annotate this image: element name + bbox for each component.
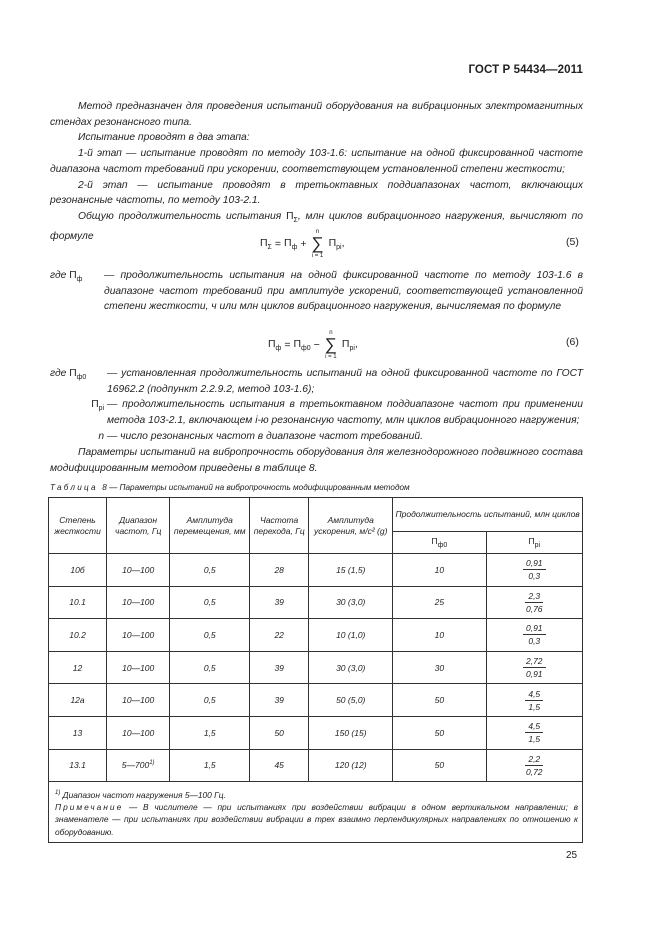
fraction: $\frac{2,72}{0,91}$ [523, 655, 546, 680]
fraction: $\frac{2,3}{0,76}$ [525, 590, 543, 614]
equation-number: (5) [566, 236, 579, 248]
header-p-pi: $П_{рi}$ [486, 532, 582, 554]
paragraph: Испытание проводят в два этапа: [78, 132, 250, 144]
closing-paragraph: Параметры испытаний на вибропрочность оборудования для железнодорожного подвижного состава модифицированным методом приведены в таблице 8. [50, 447, 583, 474]
table-notes [49, 782, 583, 843]
parameters-table [48, 497, 583, 843]
header-degree: Степень жесткости [49, 498, 107, 554]
table-row: 12 10—100 0,5 39 30 (3,0) 30 $\frac{2,72}{0,91}$ [49, 651, 583, 684]
symbol-label: $П_{рi}$ [91, 399, 105, 413]
definition-text: — число резонансных частот в диапазоне частот требований. [107, 430, 423, 442]
formula-6: $П_ф$ = $П_{ф0}$ − n ∑ i = 1 $П_{рi}$, [268, 330, 358, 360]
table-row: 13.1 5—700$^{1)}$ 1,5 45 120 (12) 50 $\frac{2,2}{0,72}$ [49, 749, 583, 782]
table-row: 10.2 10—100 0,5 22 10 (1,0) 10 $\frac{0,91}{0,3}$ [49, 619, 583, 652]
fraction: $\frac{4,5}{1,5}$ [525, 720, 543, 745]
header-freq: Частота перехода, Гц [250, 498, 309, 554]
fraction: $\frac{4,5}{1,5}$ [525, 688, 543, 713]
header-duration: Продолжительность испытаний, млн циклов [393, 498, 583, 532]
header-amplitude: Амплитуда перемещения, мм [170, 498, 250, 554]
sum-sign: n ∑ i = 1 [311, 229, 324, 259]
definitions-block-2 [50, 366, 583, 445]
symbol-label: n [98, 430, 105, 442]
fraction: $\frac{0,91}{0,3}$ [523, 557, 546, 582]
where-label: где $П_ф$ [50, 270, 83, 283]
paragraph-text: , млн циклов вибрационного нагружения, вычисляют по формуле [50, 210, 583, 242]
page-number: 25 [566, 850, 578, 861]
definition-text: — продолжительность испытания в третьоктавном поддиапазоне частот при применении метода 103-2.1, включающем i-ю резонансную частоту, млн циклов вибрационного нагружения; [107, 399, 583, 427]
header-accel: Амплитуда ускорения, м/с² (g) [309, 498, 393, 554]
equation-number: (6) [566, 336, 579, 348]
footnote-mark: 1) [149, 760, 155, 767]
footnote: $^{1)}$ Диапазон частот нагружения 5—100 Гц. [55, 789, 226, 800]
standard-code: ГОСТ Р 54434—2011 [468, 64, 583, 76]
formula-5: $П_\Sigma$ = $П_ф$ + n ∑ i = 1 $П_{рi}$, [260, 229, 345, 259]
paragraph: Метод предназначен для проведения испытаний оборудования на вибрационных электромагнитных стендах резонансного типа. [50, 101, 583, 128]
table-row: 13 10—100 1,5 50 150 (15) 50 $\frac{4,5}{1,5}$ [49, 716, 583, 749]
paragraph: 2-й этап — испытание проводят в третьоктавных поддиапазонах частот, включающих резонансные частоты, по методу 103-2.1. [50, 179, 583, 207]
where-label: где $П_{ф0}$ [50, 368, 87, 381]
symbol-pi-sum: $П_\Sigma$ [286, 210, 298, 224]
paragraph-text: Общую продолжительность испытания [78, 210, 282, 222]
header-range: Диапазон частот, Гц [107, 498, 170, 554]
definition-text: — установленная продолжительность испытаний на одной фиксированной частоте по ГОСТ 16962.2 (подпункт 2.2.9.2, метод 103-1.6); [107, 368, 583, 395]
sum-sign: n ∑ i = 1 [324, 330, 337, 360]
table-row: 12а 10—100 0,5 39 50 (5,0) 50 $\frac{4,5}{1,5}$ [49, 684, 583, 717]
table-caption: Таблица 8 — Параметры испытаний на вибропрочность модифицированным методом [50, 483, 410, 492]
note: Примечание — В числителе — при испытаниях при воздействии вибрации в одном вертикальном направлении; в знаменателе — при испытаниях при воздействии вибрации в трех взаимно перпендикулярных направлениях по отношению к оборудованию. [55, 802, 578, 837]
paragraph: 1-й этап — испытание проводят по методу 103-1.6: испытание на одной фиксированной частоте диапазона частот требований при ускорении, соответствующем установленной степени жесткости; [50, 148, 583, 175]
definitions-block [50, 268, 583, 315]
table-row: 10.1 10—100 0,5 39 30 (3,0) 25 $\frac{2,3}{0,76}$ [49, 586, 583, 619]
intro-text [50, 99, 583, 244]
table-row: 10б 10—100 0,5 28 15 (1,5) 10 $\frac{0,91}{0,3}$ [49, 554, 583, 587]
fraction: $\frac{0,91}{0,3}$ [523, 622, 546, 647]
fraction: $\frac{2,2}{0,72}$ [525, 753, 543, 777]
header-p-phi0: $П_{ф0}$ [393, 532, 486, 554]
definition-text: — продолжительность испытания на одной фиксированной частоте по методу 103-1.6 в диапазоне частот требований при амплитуде ускорений, соответствующей установленной степени жесткости, ч или млн циклов вибрационного нагружения, вычисляемая по формуле [104, 270, 583, 313]
